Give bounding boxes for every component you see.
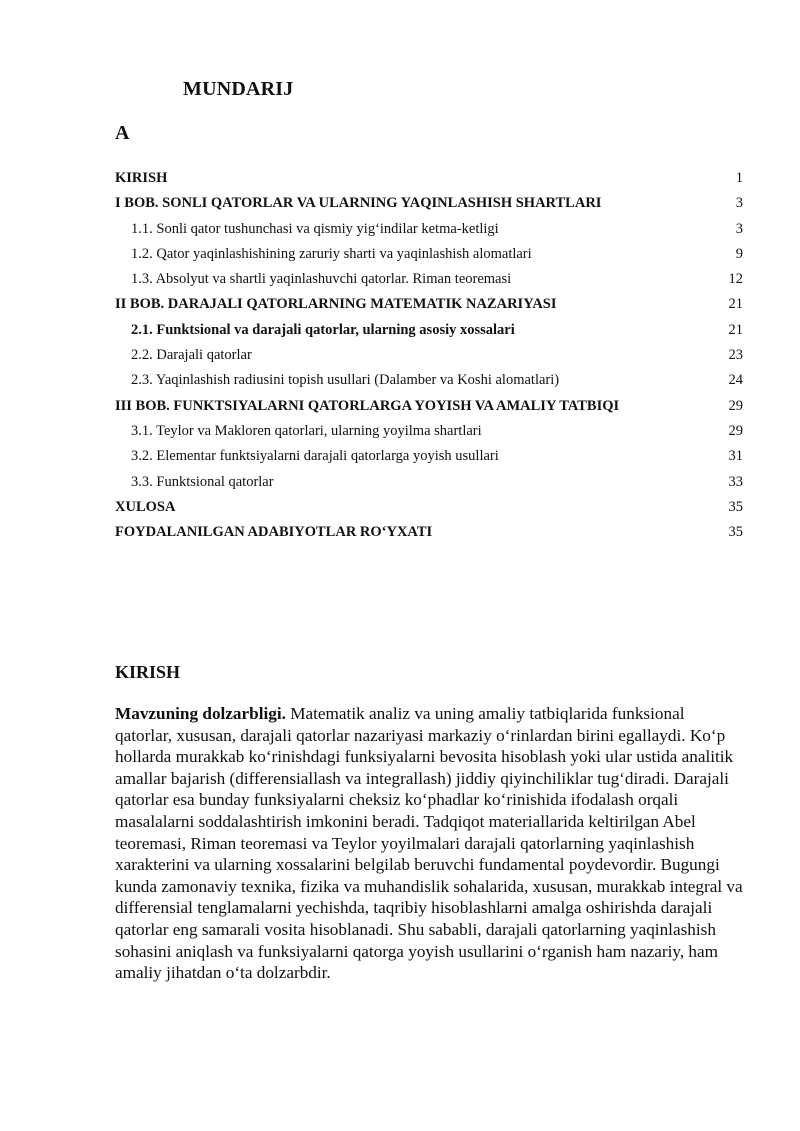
intro-paragraph xyxy=(115,703,743,984)
toc-entry-label: FOYDALANILGAN ADABIYOTLAR RO‘YXATI xyxy=(115,524,433,541)
toc-entry[interactable] xyxy=(115,320,743,345)
toc-entry-page: 23 xyxy=(728,347,743,364)
paragraph-body: Matematik analiz va uning amaliy tatbiqlarida funksional qatorlar, xususan, darajali qatorlar nazariyasi markaziy o‘rinlardan birini egallaydi. Ko‘p hollarda murakkab ko‘rinishdagi funksiyalarni bevosita hisoblash yoki ular ustida analitik amallar bajarish (differensiallash va integrallash) jiddiy qiyinchiliklar tug‘diradi. Darajali qatorlar esa bunday funksiyalarni cheksiz ko‘phadlar ko‘rinishida ifodalash orqali masalalarni soddalashtirish imkonini beradi. Tadqiqot materiallarida keltirilgan Abel teoremasi, Riman teoremasi va Teylor yoyilmalari darajali qatorlarning yaqinlashish xarakterini va ularning xossalarini belgilab beruvchi fundamental poydevordir. Bugungi kunda zamonaviy texnika, fizika va muhandislik sohalarida, xususan, murakkab integral va differensial tenglamalarni yechishda, taqribiy hisoblashlarni amalga oshirishda darajali qatorlar eng samarali vosita hisoblanadi. Shu sababli, darajali qatorlarning yaqinlashish sohasini aniqlash va funksiyalarni qatorga yoyish usullarini o‘rganish ham nazariy, ham amaliy jihatdan o‘ta dolzarbdir. xyxy=(115,704,743,983)
toc-entry-label: 3.1. Teylor va Makloren qatorlari, ularning yoyilma shartlari xyxy=(131,422,482,439)
toc-entry-label: 2.2. Darajali qatorlar xyxy=(131,347,252,364)
toc-entry[interactable] xyxy=(115,446,743,471)
toc-entry[interactable] xyxy=(115,294,743,319)
toc-entry-page: 33 xyxy=(728,473,743,490)
toc-entry-page: 31 xyxy=(728,448,743,465)
table-of-contents xyxy=(115,168,743,547)
toc-entry-label: 3.3. Funktsional qatorlar xyxy=(131,473,274,490)
toc-entry[interactable] xyxy=(115,421,743,446)
toc-entry[interactable] xyxy=(115,472,743,497)
paragraph-lead: Mavzuning dolzarbligi. xyxy=(115,704,286,723)
section-heading: KIRISH xyxy=(115,662,181,682)
toc-entry[interactable] xyxy=(115,269,743,294)
toc-entry-page: 1 xyxy=(735,170,743,186)
toc-entry-page: 3 xyxy=(735,220,743,237)
toc-entry-label: KIRISH xyxy=(115,170,168,186)
toc-entry-page: 12 xyxy=(728,271,743,288)
toc-entry-label: III BOB. FUNKTSIYALARNI QATORLARGA YOYISH VA AMALIY TATBIQI xyxy=(115,397,620,414)
toc-entry-label: I BOB. SONLI QATORLAR VA ULARNING YAQINLASHISH SHARTLARI xyxy=(115,195,602,212)
toc-entry-page: 35 xyxy=(728,498,743,515)
toc-entry-page: 3 xyxy=(735,195,743,212)
toc-entry[interactable] xyxy=(115,193,743,218)
toc-entry-label: 2.3. Yaqinlashish radiusini topish usullari (Dalamber va Koshi alomatlari) xyxy=(131,372,560,389)
toc-entry-page: 24 xyxy=(728,372,743,389)
toc-entry-label: II BOB. DARAJALI QATORLARNING MATEMATIK NAZARIYASI xyxy=(115,296,557,313)
toc-entry-page: 21 xyxy=(728,296,743,313)
toc-entry-label: XULOSA xyxy=(115,498,176,515)
toc-entry[interactable] xyxy=(115,219,743,244)
toc-entry-label: 1.3. Absolyut va shartli yaqinlashuvchi qatorlar. Riman teoremasi xyxy=(131,271,512,288)
toc-title-continuation: A xyxy=(115,122,130,144)
toc-entry-page: 29 xyxy=(728,422,743,439)
toc-entry-page: 35 xyxy=(728,524,743,541)
toc-entry-page: 29 xyxy=(728,397,743,414)
toc-title: MUNDARIJ xyxy=(183,78,294,100)
toc-entry[interactable] xyxy=(115,497,743,522)
toc-entry-label: 2.1. Funktsional va darajali qatorlar, ularning asosiy xossalari xyxy=(131,321,515,338)
toc-entry-label: 1.2. Qator yaqinlashishining zaruriy sharti va yaqinlashish alomatlari xyxy=(131,245,532,262)
toc-entry[interactable] xyxy=(115,345,743,370)
toc-entry[interactable] xyxy=(115,168,743,193)
toc-entry[interactable] xyxy=(115,522,743,547)
toc-entry[interactable] xyxy=(115,396,743,421)
toc-entry[interactable] xyxy=(115,244,743,269)
toc-entry-label: 3.2. Elementar funktsiyalarni darajali qatorlarga yoyish usullari xyxy=(131,448,499,465)
toc-entry-page: 21 xyxy=(728,321,743,338)
toc-entry[interactable] xyxy=(115,370,743,395)
toc-entry-page: 9 xyxy=(735,245,743,262)
toc-entry-label: 1.1. Sonli qator tushunchasi va qismiy yig‘indilar ketma-ketligi xyxy=(131,220,499,237)
